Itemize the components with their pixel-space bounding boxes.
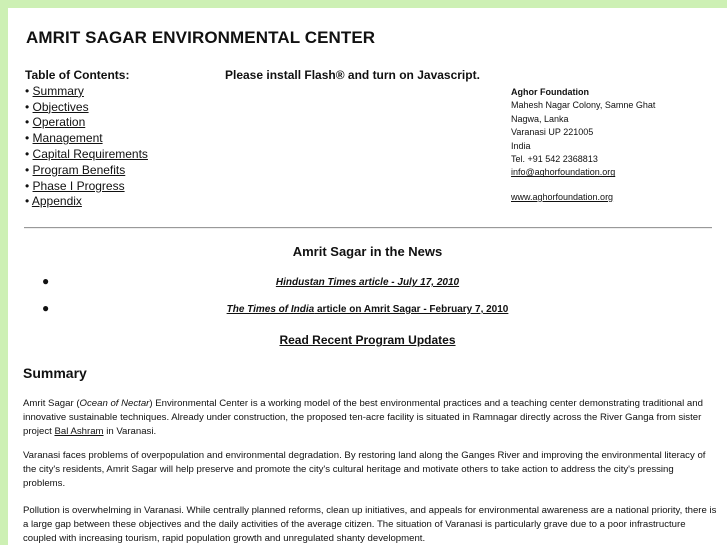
hindustan-times-link[interactable] [276, 277, 459, 288]
toc-bullet: • [25, 83, 30, 98]
program-updates-link[interactable]: Read Recent Program Updates [279, 333, 456, 347]
italic-text: Ocean of Nectar [79, 398, 150, 409]
address-line: Nagwa, Lanka [511, 113, 569, 124]
website-link[interactable]: www.aghorfoundation.org [511, 191, 614, 202]
spacer [511, 180, 655, 191]
summary-heading: Summary [23, 365, 87, 381]
toc-link-capital-requirements[interactable]: Capital Requirements [32, 146, 148, 161]
toc-bullet: • [25, 194, 30, 209]
text-span: in Varanasi. [103, 426, 157, 437]
news-item-suffix: article on Amrit Sagar - February 7, 2010 [314, 304, 509, 315]
toc-link-program-benefits[interactable]: Program Benefits [32, 162, 126, 177]
toc-item-capital-requirements [25, 147, 148, 163]
toc-link-phase-i-progress[interactable]: Phase I Progress [32, 178, 125, 193]
email-link[interactable]: info@aghorfoundation.org [511, 167, 616, 178]
toc-bullet: • [25, 162, 30, 177]
news-link-label: Hindustan Times article - July 17, 2010 [275, 277, 460, 288]
page-content [8, 8, 727, 545]
toc-bullet: • [25, 178, 30, 193]
bullet-icon: ● [42, 274, 50, 288]
address-country: India [511, 140, 531, 151]
flash-notice: Please install Flash® and turn on Javascript. [225, 68, 480, 82]
toc-item-operation [25, 115, 148, 131]
org-name: Aghor Foundation [511, 87, 589, 97]
toc-link-operation[interactable]: Operation [32, 115, 86, 130]
toc-item-management [25, 131, 148, 147]
contact-address [511, 86, 655, 204]
address-line: Varanasi UP 221005 [511, 127, 594, 138]
news-item-text [8, 304, 727, 315]
news-item-text [8, 277, 727, 288]
toc-link-objectives[interactable]: Objectives [32, 99, 89, 114]
updates-section [8, 333, 727, 347]
summary-paragraph-1 [23, 397, 718, 439]
toc-bullet: • [25, 131, 30, 146]
news-item [8, 301, 727, 315]
toc-item-appendix [25, 194, 148, 210]
page-title: AMRIT SAGAR ENVIRONMENTAL CENTER [26, 28, 376, 47]
horizontal-divider [24, 227, 712, 229]
toc-bullet: • [25, 146, 30, 161]
toc-item-summary [25, 84, 148, 100]
summary-paragraph-2: Varanasi faces problems of overpopulation and environmental degradation. By restoring land along the Ganges River and improving the environmental literacy of the city's residents, Amrit Sagar will help preserve and promote the city's cultural heritage and motivate others to take action to address the city's pressing problems. [23, 450, 706, 489]
toc-item-objectives [25, 100, 148, 116]
toc-link-summary[interactable]: Summary [32, 83, 84, 98]
times-of-india-link[interactable] [227, 304, 509, 315]
news-heading: Amrit Sagar in the News [292, 244, 443, 259]
bullet-icon: ● [42, 301, 50, 315]
toc-bullet: • [25, 99, 30, 114]
toc-item-phase-i-progress [25, 179, 148, 195]
phone-number: Tel. +91 542 2368813 [511, 154, 598, 165]
toc-heading: Table of Contents: [25, 68, 130, 82]
toc-link-management[interactable]: Management [32, 131, 103, 146]
table-of-contents [25, 68, 148, 210]
toc-link-appendix[interactable]: Appendix [31, 194, 82, 209]
toc-list [25, 84, 148, 210]
bal-ashram-link[interactable]: Bal Ashram [54, 426, 104, 437]
toc-item-program-benefits [25, 163, 148, 179]
toc-bullet: • [25, 115, 30, 130]
news-item [8, 274, 727, 288]
text-span: ) Environmental Center is a working model of the best environmental practices and a teaching center demonstrating traditional and innovative sustainable techniques. Already under construction, the proposed ten-acre facility is situated in Ramnagar directly across the River Ganga from sister project [23, 398, 703, 437]
summary-paragraph-3: Pollution is overwhelming in Varanasi. While centrally planned reforms, clean up initiatives, and appeals for environmental awareness are a national priority, there is a large gap between these objectives and the daily activities of the average citizen. The situation of Varanasi is particularly grave due to a poor infrastructure coupled with increasing tourism, rapid population growth and unregulated shanty development. [23, 505, 717, 544]
news-link-label: The Times of India [226, 304, 315, 315]
text-span: Amrit Sagar ( [23, 398, 80, 409]
address-line: Mahesh Nagar Colony, Samne Ghat [511, 100, 656, 111]
